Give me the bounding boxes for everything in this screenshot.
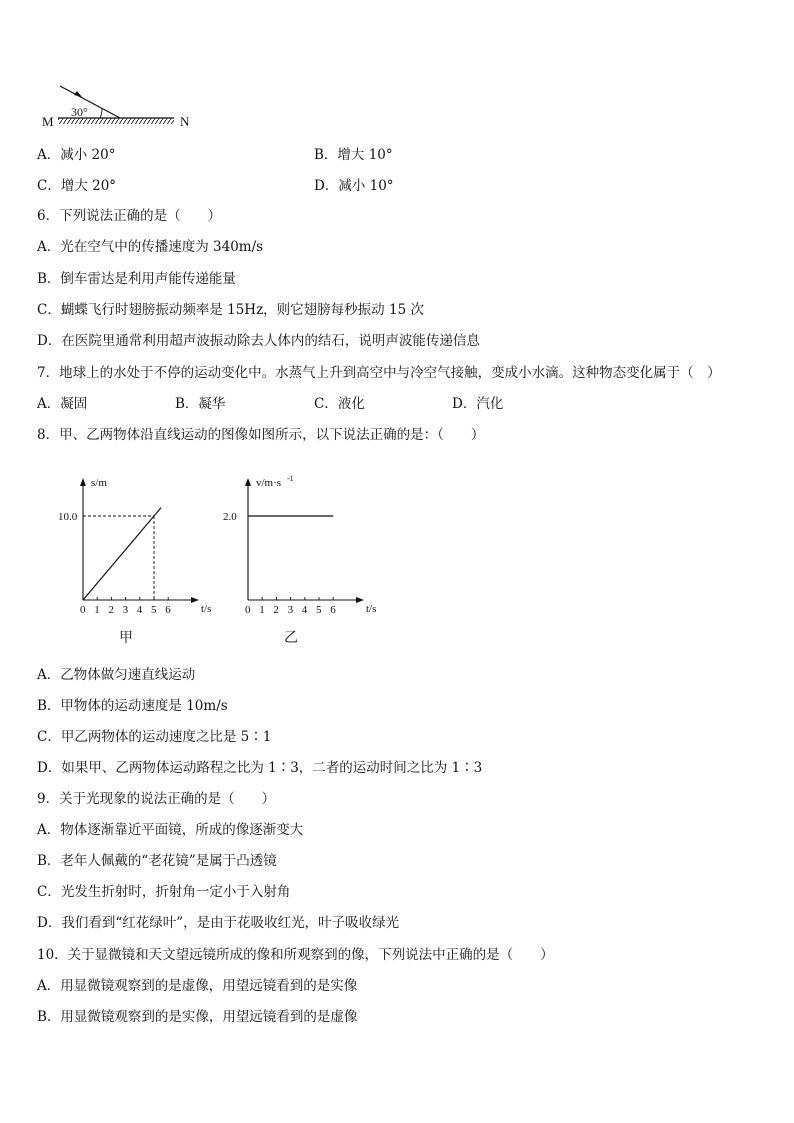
q6-stem: 6．下列说法正确的是（ ） [37, 208, 222, 224]
y-axis-arrow-icon [80, 478, 86, 486]
q8-option-d: D．如果甲、乙两物体运动路程之比为 1∶3，二者的运动时间之比为 1∶3 [37, 760, 483, 776]
q8-option-a: A．乙物体做匀速直线运动 [37, 667, 196, 683]
q6-option-b: B．倒车雷达是利用声能传递能量 [37, 271, 236, 287]
q7-stem: 7．地球上的水处于不停的运动变化中。水蒸气上升到高空中与冷空气接触，变成小水滴。这种物态变化属于（ ） [37, 365, 721, 381]
x-tick-label: 5 [316, 604, 322, 616]
x-tick-label: 4 [136, 604, 143, 616]
mirror-label-m: M [42, 114, 54, 129]
q9-option-b: B．老年人佩戴的“老花镜”是属于凸透镜 [37, 853, 277, 869]
x-tick-label: 4 [301, 604, 308, 616]
q7-option-a: A．凝固 [37, 396, 88, 412]
x-axis-label: t/s [201, 603, 212, 615]
y-axis-label: s/m [91, 477, 107, 489]
q5-option-a: A．减小 20° [37, 147, 116, 163]
y-tick-label: 10.0 [58, 511, 78, 523]
incident-ray [60, 86, 120, 118]
mirror-label-n: N [180, 114, 190, 129]
x-tick-label: 5 [151, 604, 157, 616]
q9-option-d: D．我们看到“红花绿叶”，是由于花吸收红光，叶子吸收绿光 [37, 915, 400, 931]
y-axis-label: v/m·s [256, 477, 282, 489]
q10-stem: 10．关于显微镜和天文望远镜所成的像和所观察到的像，下列说法中正确的是（ ） [37, 947, 554, 963]
series-line [83, 508, 161, 600]
x-tick-label: 6 [165, 604, 171, 616]
chart-s-t-jia [50, 468, 220, 648]
chart-v-t-yi [215, 468, 385, 648]
x-tick-label: 6 [330, 604, 336, 616]
q7-option-d: D．汽化 [452, 396, 504, 412]
x-tick-label: 2 [108, 604, 114, 616]
x-axis-arrow-icon [356, 597, 364, 603]
angle-label: 30° [71, 105, 88, 119]
q10-option-b: B．用显微镜观察到的是实像，用望远镜看到的是虚像 [37, 1009, 358, 1025]
q5-option-c: C．增大 20° [37, 178, 117, 194]
q9-option-a: A．物体逐渐靠近平面镜，所成的像逐渐变大 [37, 822, 304, 838]
q7-option-b: B．凝华 [175, 396, 226, 412]
y-axis-label-sup: -1 [287, 474, 294, 483]
x-axis-label: t/s [366, 603, 377, 615]
x-tick-label: 2 [273, 604, 279, 616]
x-tick-label: 1 [94, 604, 100, 616]
angle-arc [100, 109, 102, 118]
x-tick-label: 3 [122, 604, 129, 616]
q8-option-c: C．甲乙两物体的运动速度之比是 5∶1 [37, 729, 272, 745]
q8-option-b: B．甲物体的运动速度是 10m/s [37, 698, 228, 714]
chart-caption: 乙 [284, 631, 298, 646]
q9-stem: 9．关于光现象的说法正确的是（ ） [37, 791, 276, 807]
chart-caption: 甲 [119, 631, 133, 646]
q6-option-d: D．在医院里通常利用超声波振动除去人体内的结石，说明声波能传递信息 [37, 333, 480, 349]
y-axis-arrow-icon [245, 478, 251, 486]
y-tick-label: 2.0 [223, 511, 237, 523]
q5-option-b: B．增大 10° [314, 147, 393, 163]
x-tick-label: 0 [245, 604, 251, 616]
q5-option-d: D．减小 10° [314, 178, 394, 194]
x-tick-label: 3 [287, 604, 294, 616]
q6-option-a: A．光在空气中的传播速度为 340m/s [37, 239, 264, 255]
mirror-figure [38, 78, 208, 130]
x-tick-label: 0 [80, 604, 86, 616]
x-tick-label: 1 [259, 604, 265, 616]
q6-option-c: C．蝴蝶飞行时翅膀振动频率是 15Hz，则它翅膀每秒振动 15 次 [37, 302, 424, 318]
q8-stem: 8．甲、乙两物体沿直线运动的图像如图所示，以下说法正确的是：（ ） [37, 427, 485, 443]
q9-option-c: C．光发生折射时，折射角一定小于入射角 [37, 884, 291, 900]
q7-option-c: C．液化 [314, 396, 365, 412]
x-axis-arrow-icon [191, 597, 199, 603]
q10-option-a: A．用显微镜观察到的是虚像，用望远镜看到的是实像 [37, 978, 358, 994]
